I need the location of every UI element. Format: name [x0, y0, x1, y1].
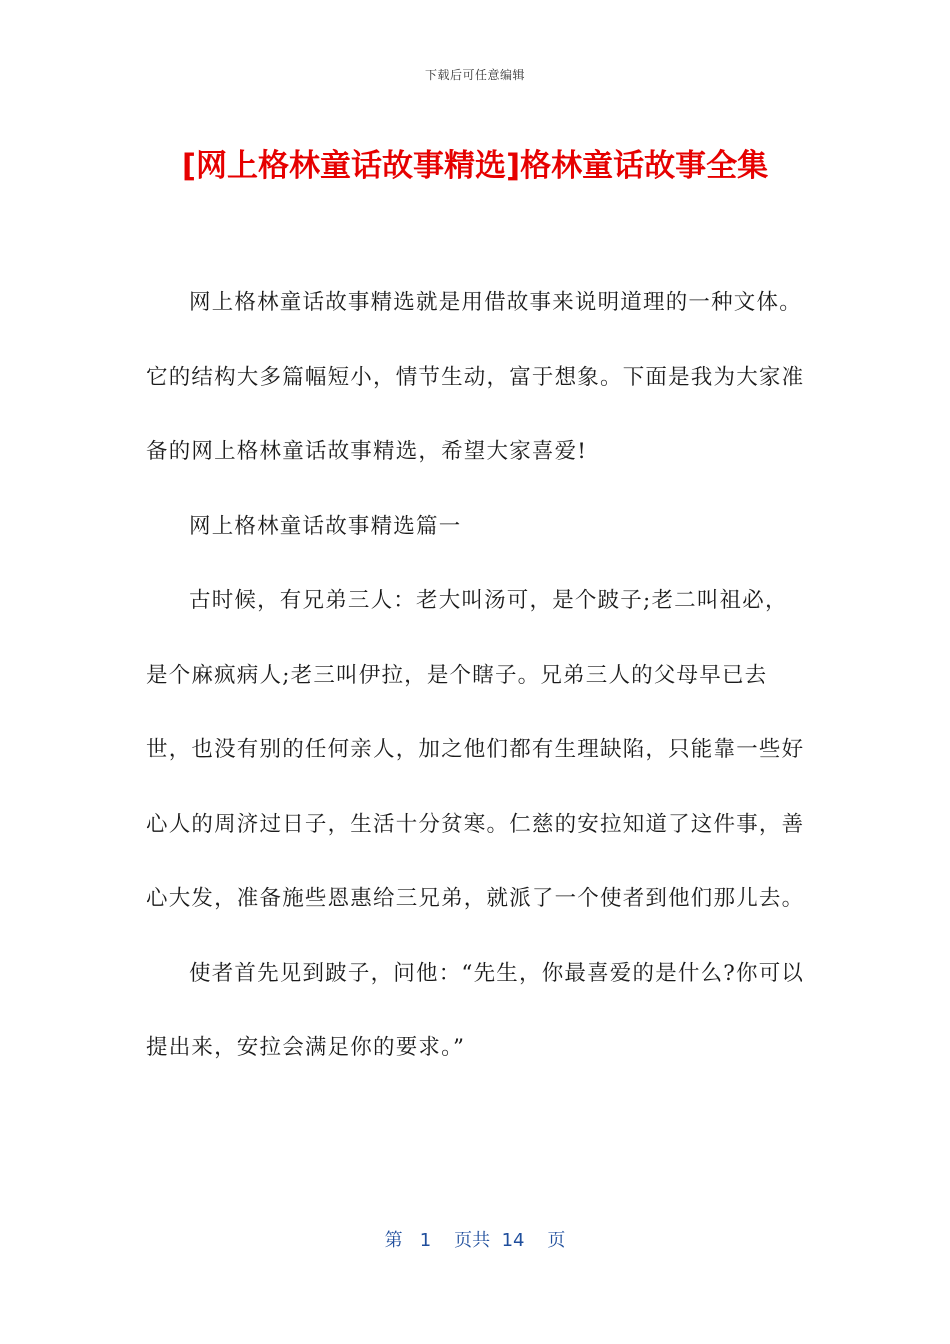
current-page-number: 1 [419, 1230, 432, 1251]
footer-prefix: 第 [384, 1230, 403, 1251]
total-pages-number: 14 [501, 1230, 525, 1251]
footer-suffix: 页 [547, 1230, 566, 1251]
footer-middle: 页共 [454, 1230, 491, 1251]
page-footer [0, 1226, 950, 1252]
paragraph-section-heading: 网上格林童话故事精选篇一 [189, 513, 462, 539]
header-note: 下载后可任意编辑 [424, 68, 525, 82]
paragraph-intro: 网上格林童话故事精选就是用借故事来说明道理的一种文体。它的结构大多篇幅短小，情节生动，富于想象。下面是我为大家准备的网上格林童话故事精选，希望大家喜爱! [146, 290, 805, 464]
document-title: [网上格林童话故事精选]格林童话故事全集 [181, 148, 769, 184]
paragraph-story: 古时候，有兄弟三人：老大叫汤可，是个跛子;老二叫祖必，是个麻疯病人;老三叫伊拉，是个瞎子。兄弟三人的父母早已去世，也没有别的任何亲人，加之他们都有生理缺陷，只能靠一些好心人的周济过日子，生活十分贫寒。仁慈的安拉知道了这件事，善心大发，准备施些恩惠给三兄弟，就派了一个使者到他们那儿去。 [146, 588, 805, 911]
document-body [146, 266, 806, 1086]
paragraph-dialogue: 使者首先见到跛子，问他：“先生，你最喜爱的是什么?你可以提出来，安拉会满足你的要求。” [146, 960, 805, 1060]
